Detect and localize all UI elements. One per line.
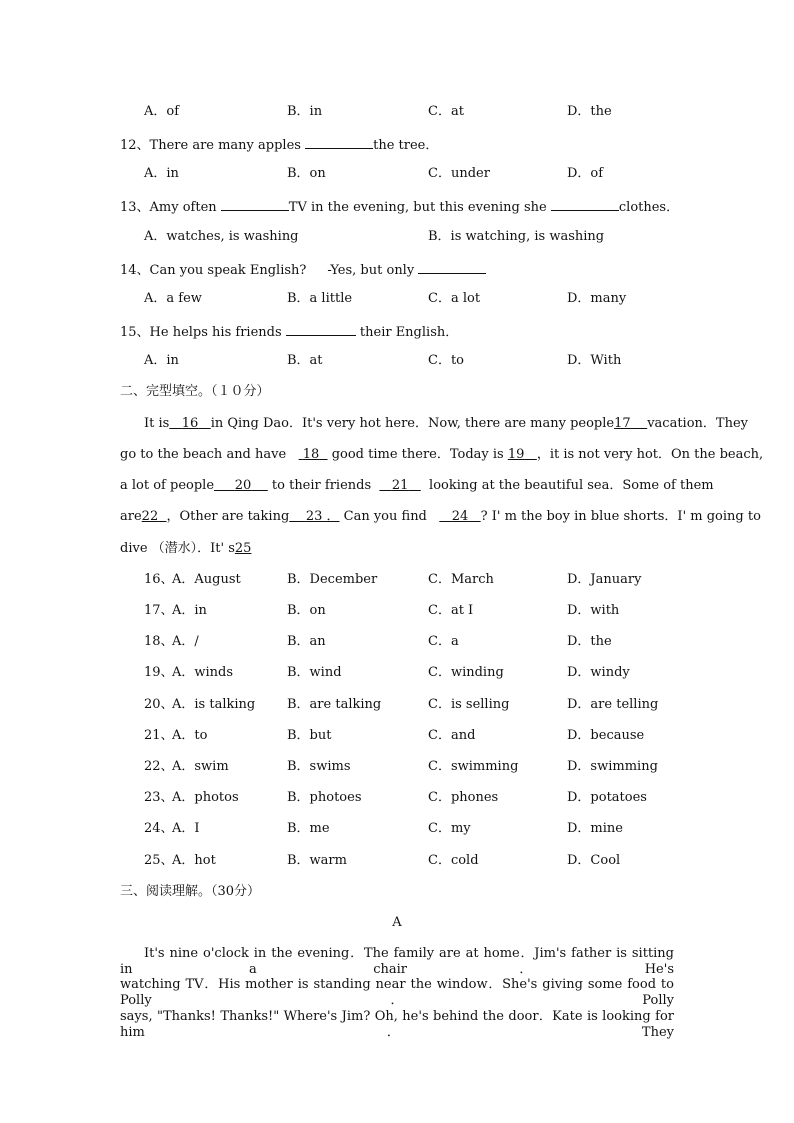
question-12 (120, 135, 438, 154)
q14-option-d: D．many (567, 291, 627, 306)
q15-option-c: C．to (428, 353, 464, 368)
cloze-blank-18 (299, 447, 328, 462)
q13-text-before: 13、Amy often (120, 200, 221, 215)
blank-number: 18 (302, 447, 320, 462)
q15-option-a: A．in (144, 353, 179, 368)
passage-line-1: It's nine o'clock in the evening．The family are at home．Jim's father is sitting in a chair．He's (120, 946, 674, 977)
option-c: C．at I (428, 603, 474, 618)
cloze-text: vacation．They (647, 416, 748, 431)
q12-blank (305, 135, 373, 149)
option-d: D．are telling (567, 697, 659, 712)
question-number: 18、 (144, 634, 174, 649)
question-number: 22、 (144, 759, 174, 774)
cloze-text: ? I' m the boy in blue shorts．I' m going to (480, 509, 761, 524)
q12-text-before: 12、There are many apples (120, 138, 306, 153)
option-d: D．with (567, 603, 620, 618)
q11-option-a: A．of (144, 104, 180, 119)
cloze-blank-20 (214, 478, 268, 493)
cloze-text: go to the beach and have (120, 447, 287, 462)
option-c: C．my (428, 821, 471, 836)
option-a: A．/ (172, 634, 199, 649)
option-d: D．swimming (567, 759, 658, 774)
q13-blank-1 (221, 197, 289, 211)
cloze-line-1 (144, 416, 748, 432)
section-3-title: 三、阅读理解。（30分） (120, 884, 261, 899)
option-c: C．winding (428, 665, 504, 680)
question-number: 19、 (144, 665, 174, 680)
option-d: D．Cool (567, 853, 621, 868)
q15-text-after: their English． (355, 325, 459, 340)
q13-option-a: A．watches, is washing (144, 229, 299, 244)
q13-blank-2 (551, 197, 619, 211)
option-b: B．swims (287, 759, 351, 774)
option-c: C．a (428, 634, 459, 649)
passage-line-3: says, "Thanks! Thanks!" Where's Jim? Oh, he's behind the door．Kate is looking for him．They (120, 1009, 674, 1040)
option-a: A．swim (172, 759, 229, 774)
option-b: B．but (287, 728, 332, 743)
cloze-text: ，it is not very hot．On the beach, (536, 447, 764, 462)
question-number: 23、 (144, 790, 174, 805)
question-13 (120, 197, 679, 216)
q12-option-d: D．of (567, 166, 604, 181)
option-a: A．hot (172, 853, 216, 868)
q13-option-b: B．is watching, is washing (428, 229, 605, 244)
cloze-line-4 (120, 509, 761, 525)
q15-blank (286, 322, 356, 336)
cloze-blank-17 (614, 416, 647, 431)
option-d: D．because (567, 728, 645, 743)
option-c: C．and (428, 728, 476, 743)
option-b: B．an (287, 634, 326, 649)
q14-option-a: A．a few (144, 291, 202, 306)
question-number: 16、 (144, 572, 174, 587)
cloze-text: to their friends (271, 478, 372, 493)
option-d: D．windy (567, 665, 630, 680)
q12-option-b: B．on (287, 166, 326, 181)
question-number: 21、 (144, 728, 174, 743)
question-15 (120, 322, 458, 341)
option-d: D．potatoes (567, 790, 647, 805)
option-b: B．me (287, 821, 330, 836)
q12-text-after: the tree． (373, 138, 439, 153)
q14-blank (418, 260, 486, 274)
cloze-blank-16 (169, 416, 210, 431)
q14-answer-prompt: -Yes, but only (327, 263, 419, 278)
option-c: C．is selling (428, 697, 510, 712)
blank-number: 17 (614, 416, 631, 431)
q14-option-c: C．a lot (428, 291, 481, 306)
option-b: B．December (287, 572, 378, 587)
cloze-text: in Qing Dao．It's very hot here．Now, there are many people (210, 416, 615, 431)
cloze-text: ，Other are taking (166, 509, 290, 524)
blank-number: 22 (141, 509, 159, 524)
cloze-blank-21 (379, 478, 420, 493)
option-c: C．phones (428, 790, 499, 805)
question-number: 17、 (144, 603, 174, 618)
option-d: D．the (567, 634, 612, 649)
option-b: B．warm (287, 853, 347, 868)
q12-option-a: A．in (144, 166, 179, 181)
cloze-text: It is (144, 416, 170, 431)
question-number: 20、 (144, 697, 174, 712)
cloze-text: dive （潜水）．It' s (120, 541, 235, 556)
blank-number: 20 (234, 478, 252, 493)
blank-number: 16 (181, 416, 199, 431)
cloze-line-5 (120, 541, 251, 557)
q14-text: 14、Can you speak English? (120, 263, 307, 278)
q11-option-d: D．the (567, 104, 612, 119)
cloze-blank-22 (142, 509, 167, 524)
blank-number: 19 (507, 447, 525, 462)
cloze-blank-24 (439, 509, 480, 524)
option-a: A．I (172, 821, 200, 836)
option-a: A．to (172, 728, 208, 743)
q11-option-c: C．at (428, 104, 464, 119)
passage-label: A (392, 915, 402, 930)
option-c: C．cold (428, 853, 479, 868)
cloze-blank-25: 25 (234, 541, 252, 556)
blank-number: 23 ． (305, 509, 340, 524)
passage-line-2: watching TV．His mother is standing near the window．She's giving some food to Polly．Polly (120, 977, 674, 1008)
section-2-title: 二、完型填空。（１０分） (120, 384, 270, 399)
cloze-text: Can you find (343, 509, 427, 524)
option-c: C．March (428, 572, 494, 587)
q15-option-d: D．With (567, 353, 622, 368)
option-b: B．on (287, 603, 326, 618)
cloze-text: looking at the beautiful sea．Some of them (429, 478, 714, 493)
q15-option-b: B．at (287, 353, 323, 368)
question-14 (120, 260, 486, 279)
question-number: 24、 (144, 821, 174, 836)
cloze-line-3 (120, 478, 714, 494)
cloze-blank-19 (508, 447, 537, 462)
q11-option-b: B．in (287, 104, 323, 119)
option-b: B．wind (287, 665, 342, 680)
option-a: A．winds (172, 665, 234, 680)
cloze-blank-23 (289, 509, 339, 524)
cloze-line-2 (120, 447, 763, 463)
cloze-text: good time there．Today is (331, 447, 504, 462)
option-a: A．is talking (172, 697, 256, 712)
q13-text-after: clothes． (618, 200, 680, 215)
blank-number: 21 (391, 478, 409, 493)
q15-text-before: 15、He helps his friends (120, 325, 286, 340)
option-a: A．August (172, 572, 241, 587)
option-b: B．photoes (287, 790, 362, 805)
cloze-text: are (120, 509, 142, 524)
blank-number: 24 (451, 509, 469, 524)
q12-option-c: C．under (428, 166, 490, 181)
option-d: D．mine (567, 821, 623, 836)
option-b: B．are talking (287, 697, 382, 712)
question-number: 25、 (144, 853, 174, 868)
cloze-text: a lot of people (120, 478, 215, 493)
option-c: C．swimming (428, 759, 519, 774)
option-a: A．in (172, 603, 207, 618)
option-d: D．January (567, 572, 642, 587)
q13-text-middle: TV in the evening, but this evening she (288, 200, 551, 215)
q14-option-b: B．a little (287, 291, 353, 306)
option-a: A．photos (172, 790, 239, 805)
